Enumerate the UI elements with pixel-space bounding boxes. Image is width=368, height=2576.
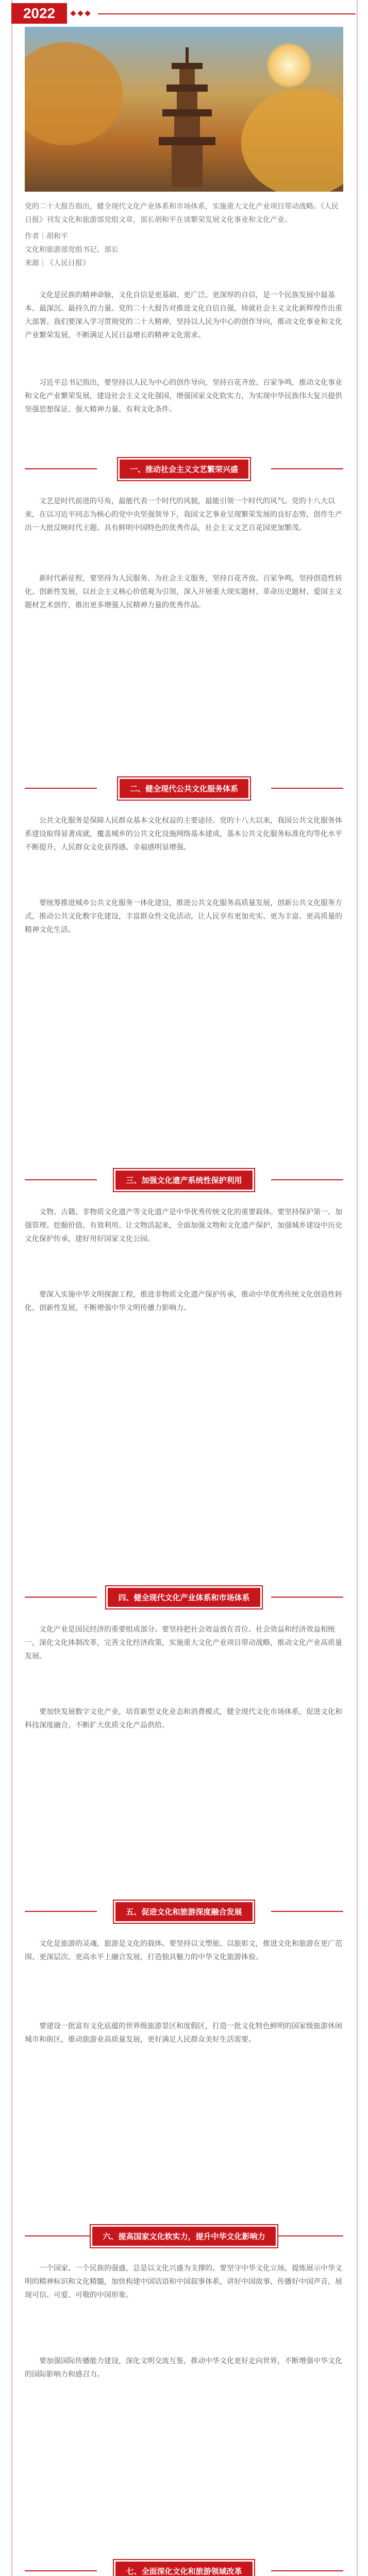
section-title: 四、健全现代文化产业体系和市场体系 [108, 1588, 260, 1607]
intro-meta [25, 230, 119, 270]
hero-image [25, 27, 343, 192]
ginkgo-tree-right [241, 89, 343, 192]
section-heading [0, 2221, 368, 2251]
intro-text: 党的二十大报告指出，健全现代文化产业体系和市场体系，实施重大文化产业项目带动战略。《人民日报》刊发文化和旅游部党组文章，部长胡和平在谈繁荣发展文化事业和文化产业。 [25, 202, 339, 224]
body-paragraph: 要统筹推进城乡公共文化服务一体化建设，推进公共文化服务高质量发展，创新公共文化服务方式，推动公共文化数字化建设，丰富群众性文化活动，让人民享有更加充实、更为丰富、更高质量的精神文化生活。 [25, 899, 342, 934]
section-heading [0, 453, 368, 484]
body-paragraph: 文化是民族的精神命脉，文化自信是更基础、更广泛、更深厚的自信，是一个民族发展中最基本、最深沉、最持久的力量。党的二十大报告对推进文化自信自强，铸就社会主义文化新辉煌作出重大部署。我们要深入学习贯彻党的二十大精神，坚持以人民为中心的创作导向，推动文化事业和文化产业繁荣发展，不断满足人民日益增长的精神文化需求。 [25, 291, 342, 340]
section-title: 二、健全现代公共文化服务体系 [120, 779, 248, 798]
body-paragraph: 习近平总书记指出，要坚持以人民为中心的创作导向，坚持百花齐放、百家争鸣，推动文化事业和文化产业繁荣发展，建设社会主义文化强国，增强国家文化软实力，为实现中华民族伟大复兴提供坚强思想保证、强大精神力量、有利文化条件。 [25, 379, 342, 414]
section-heading [0, 2555, 368, 2576]
author-title-line: 文化和旅游部党组书记、部长 [25, 246, 119, 254]
section-title: 七、全面深化文化和旅游领域改革 [115, 2562, 252, 2576]
body-paragraph: 文化产业是国民经济的重要组成部分。要坚持把社会效益放在首位、社会效益和经济效益相统一，深化文化体制改革，完善文化经济政策，实施重大文化产业项目带动战略，推动文化产业高质量发展。 [25, 1625, 342, 1660]
section-title: 三、加强文化遗产系统性保护利用 [115, 1171, 252, 1190]
body-paragraph: 要加快发展数字文化产业，培育新型文化业态和消费模式，健全现代文化市场体系，促进文化和科技深度融合，不断扩大优质文化产品供给。 [25, 1708, 342, 1730]
body-paragraph: 公共文化服务是保障人民群众基本文化权益的主要途径。党的十八大以来，我国公共文化服务体系建设取得显著成就，覆盖城乡的公共文化设施网络基本建成，基本公共文化服务标准化均等化水平不断提升，人民群众文化获得感、幸福感明显增强。 [25, 817, 342, 852]
body-paragraph: 一个国家、一个民族的强盛，总是以文化兴盛为支撑的。要坚守中华文化立场，提炼展示中华文明的精神标识和文化精髓，加快构建中国话语和中国叙事体系，讲好中国故事、传播好中国声音，展现可信、可爱、可敬的中国形象。 [25, 2264, 342, 2299]
author-line: 作者｜胡和平 [25, 232, 68, 241]
section-heading [0, 1896, 368, 1927]
body-paragraph: 文化是旅游的灵魂，旅游是文化的载体。要坚持以文塑旅、以旅彰文，推进文化和旅游在更广范围、更深层次、更高水平上融合发展，打造独具魅力的中华文化旅游体验。 [25, 1940, 342, 1961]
section-title: 六、提高国家文化软实力，提升中华文化影响力 [92, 2227, 275, 2246]
body-paragraph: 要建设一批富有文化底蕴的世界级旅游景区和度假区，打造一批文化特色鲜明的国家级旅游休闲城市和街区，推动旅游业高质量发展，更好满足人民群众美好生活需要。 [25, 2022, 342, 2044]
source-line: 来源｜《人民日报》 [25, 259, 90, 267]
section-title: 一、推动社会主义文艺繁荣兴盛 [120, 460, 248, 479]
section-heading [0, 773, 368, 804]
section-title: 五、促进文化和旅游深度融合发展 [115, 1902, 252, 1921]
body-paragraph: 要加强国际传播能力建设，深化文明交流互鉴，推动中华文化更好走向世界，不断增强中华文化的国际影响力和感召力。 [25, 2357, 342, 2379]
section-heading [0, 1582, 368, 1613]
body-paragraph: 要深入实施中华文明探源工程，推进非物质文化遗产保护传承，推动中华优秀传统文化创造性转化、创新性发展，不断增强中华文明传播力影响力。 [25, 1291, 342, 1312]
sun-glow [266, 42, 312, 89]
ginkgo-tree-left [25, 42, 123, 145]
year-tab: 2022 [11, 3, 67, 24]
body-paragraph: 新时代新征程，要坚持为人民服务、为社会主义服务，坚持百花齐放、百家争鸣，坚持创造性转化、创新性发展，以社会主义核心价值观为引领，深入开展重大现实题材、革命历史题材、爱国主义题材艺术创作，推出更多增强人民精神力量的优秀作品。 [25, 574, 342, 609]
pagoda-icon [159, 47, 215, 187]
header-ornament [71, 11, 90, 15]
section-heading [0, 1164, 368, 1195]
body-paragraph: 文物、古籍、非物质文化遗产等文化遗产是中华优秀传统文化的重要载体。要坚持保护第一、加强管理、挖掘价值、有效利用、让文物活起来，全面加强文物和文化遗产保护，加强城乡建设中历史文化保护传承，建好用好国家文化公园。 [25, 1208, 342, 1243]
header-rule [98, 13, 356, 14]
body-paragraph: 文艺是时代前进的号角，最能代表一个时代的风貌，最能引领一个时代的风气。党的十八大以来，在以习近平同志为核心的党中央坚强领导下，我国文艺事业呈现繁荣发展的良好态势，创作生产出一大批反映时代主题、具有鲜明中国特色的优秀作品，社会主义文艺百花园更加繁茂。 [25, 497, 342, 532]
